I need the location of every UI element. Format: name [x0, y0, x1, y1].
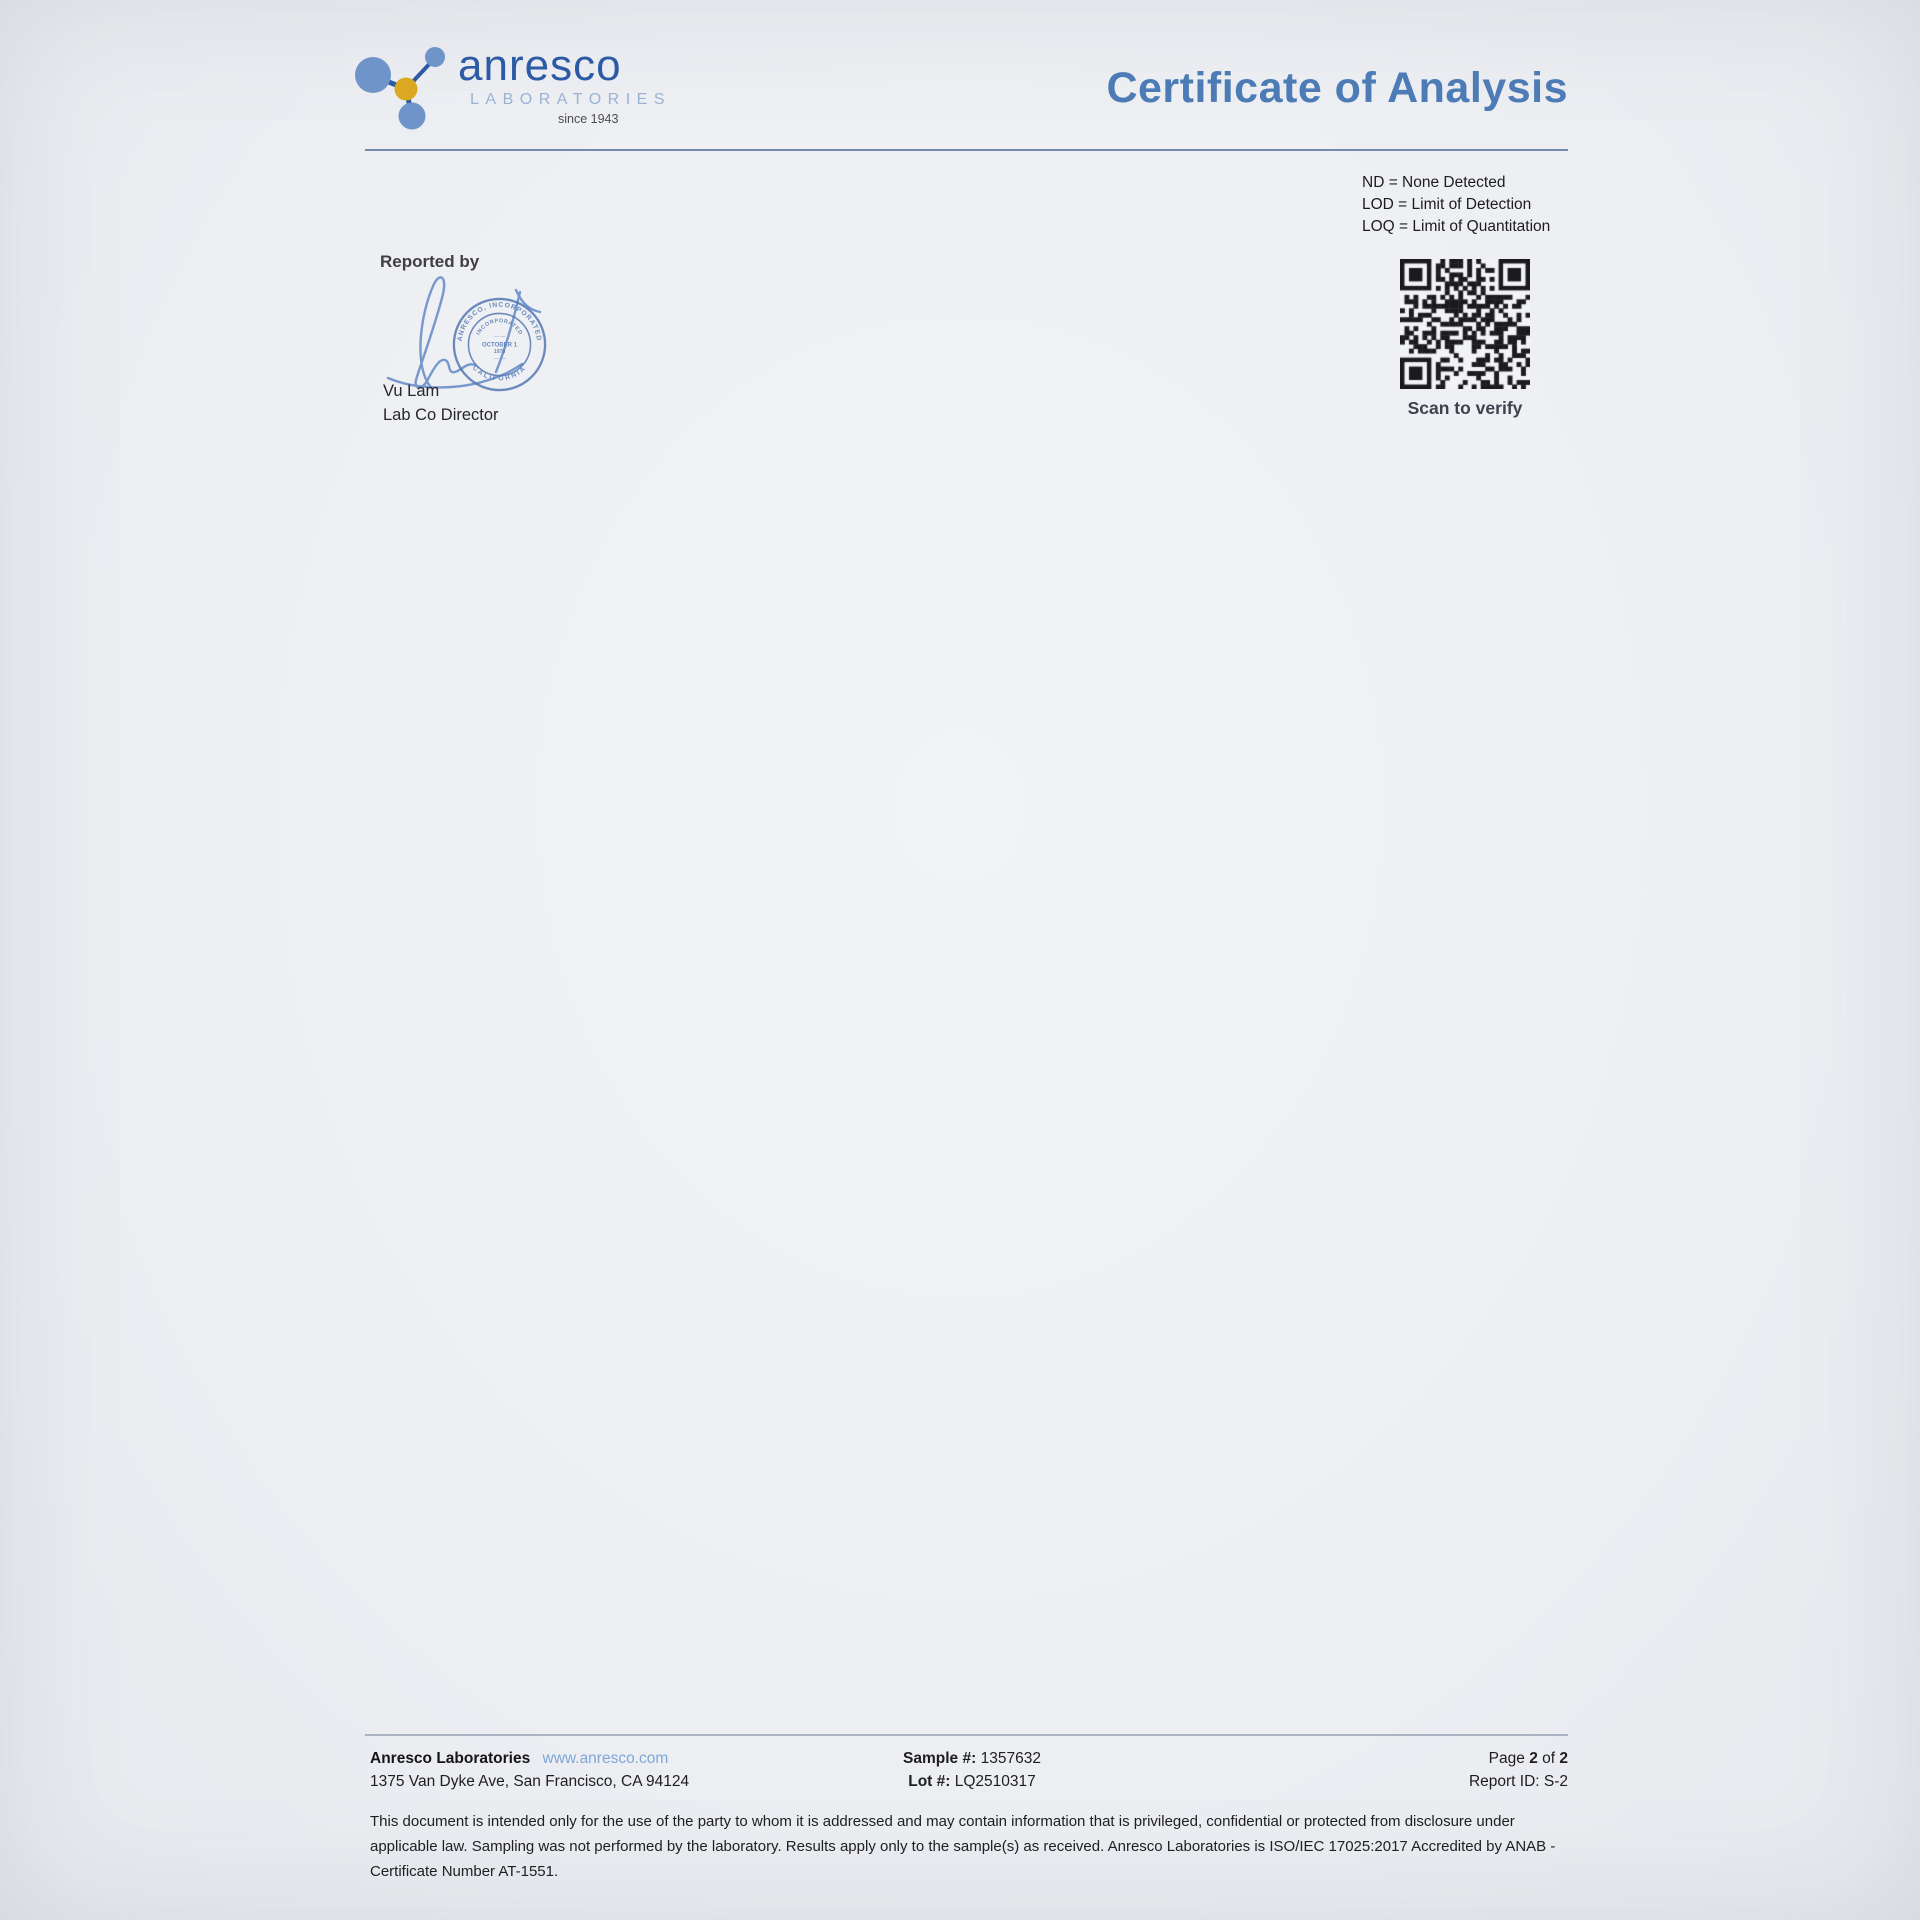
stamp-ornament-top: —··—: [493, 333, 506, 339]
of-word: of: [1542, 1750, 1556, 1767]
footer-website-link[interactable]: www.anresco.com: [542, 1750, 669, 1767]
page-current: 2: [1529, 1750, 1538, 1767]
report-id: Report ID: S-2: [1468, 1773, 1568, 1790]
footer-page-info: [1368, 1747, 1568, 1793]
footer-address: 1375 Van Dyke Ave, San Francisco, CA 94124: [370, 1773, 690, 1790]
footer-sample-info: [872, 1747, 1072, 1793]
footer-divider: [365, 1734, 1568, 1736]
logo-tagline: since 1943: [558, 112, 619, 126]
logo-brand-text: anresco: [458, 41, 622, 90]
stamp-date-line2: 1978: [493, 349, 506, 356]
disclaimer-line-2: applicable law. Sampling was not performed by the laboratory. Results apply only to the sample(s) as received. Anresco Laboratories is ISO/IEC 17025:2017 Accredited by ANAB -: [370, 1838, 1556, 1855]
qr-code: [1400, 259, 1530, 389]
stamp-outer-bottom-text: CALIFORNIA: [470, 364, 529, 383]
signer-name: Vu Lam: [383, 382, 440, 400]
lot-number-value: LQ2510317: [954, 1773, 1036, 1790]
sample-number-value: 1357632: [980, 1750, 1041, 1767]
disclaimer-line-3: Certificate Number AT-1551.: [370, 1863, 559, 1880]
footer-left: [370, 1747, 689, 1793]
sample-number-label: Sample #:: [903, 1750, 977, 1767]
stamp-date-line1: OCTOBER 1: [482, 342, 517, 349]
page-total: 2: [1559, 1750, 1568, 1767]
stamp-inner-arc-text: INCORPORATED: [475, 318, 524, 337]
footer-company-name: Anresco Laboratories: [370, 1750, 531, 1767]
legend-line-nd: ND = None Detected: [1362, 174, 1506, 191]
logo-sub-text: LABORATORIES: [470, 91, 671, 108]
anresco-logo: [458, 41, 671, 126]
disclaimer-text: [370, 1809, 1580, 1884]
legend-line-lod: LOD = Limit of Detection: [1362, 196, 1532, 213]
stamp-outer-top-text: ANRESCO, INCORPORATED: [456, 301, 543, 342]
header-divider: [365, 149, 1568, 151]
page-indicator: [1368, 1747, 1568, 1770]
signer-block: [383, 379, 499, 427]
legend-line-loq: LOQ = Limit of Quantitation: [1362, 218, 1551, 235]
page-title: Certificate of Analysis: [1106, 64, 1568, 112]
signer-role: Lab Co Director: [383, 406, 499, 424]
scan-to-verify-label: Scan to verify: [1407, 398, 1523, 418]
stamp-ornament-bottom: —··—: [493, 356, 506, 362]
abbreviation-legend: [1362, 172, 1550, 238]
anresco-molecule-logo-icon: [352, 38, 474, 130]
disclaimer-line-1: This document is intended only for the use of the party to whom it is addressed and may contain information that is privileged, confidential or protected from disclosure under: [370, 1813, 1515, 1830]
reported-by-label: Reported by: [380, 252, 480, 271]
page-word: Page: [1488, 1750, 1525, 1767]
lot-number-label: Lot #:: [908, 1773, 951, 1790]
